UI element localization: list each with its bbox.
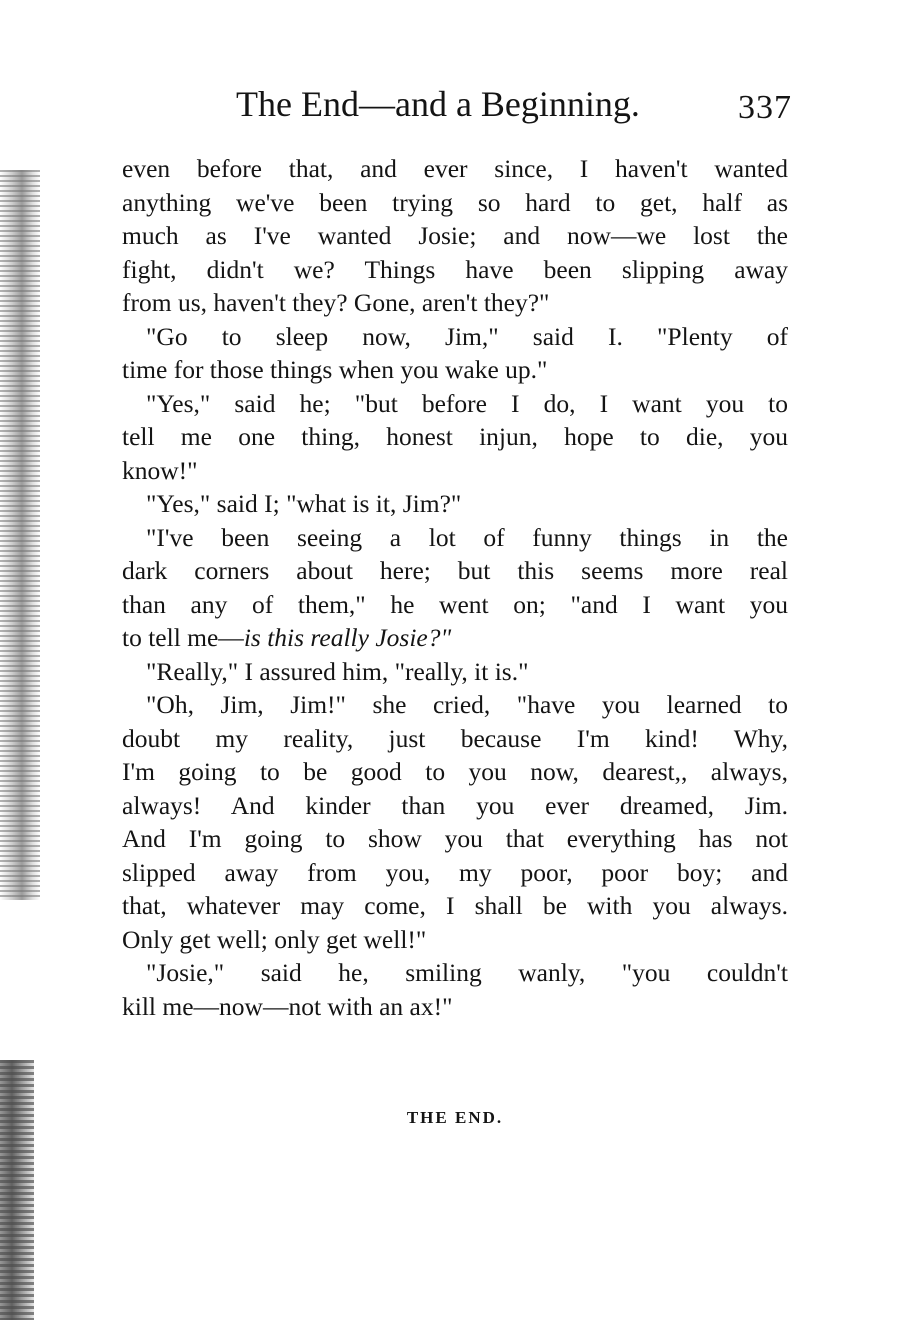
- text-line: always! And kinder than you ever dreamed, Jim.: [122, 790, 788, 820]
- text-line: that, whatever may come, I shall be with you always.: [122, 891, 788, 920]
- text-line: "Josie," said he, smiling wanly, "you couldn't: [146, 958, 788, 987]
- text-line: "Yes," said he; "but before I do, I want you to: [146, 388, 788, 418]
- text-line-start: to tell me—: [122, 623, 244, 652]
- running-title: The End—and a Beginning.: [236, 84, 640, 124]
- text-line: "Yes," said I; "what is it, Jim?": [146, 489, 462, 518]
- text-line: [122, 621, 788, 655]
- text-line: than any of them," he went on; "and I want you: [122, 589, 788, 619]
- text-line: slipped away from you, my poor, poor boy; and: [122, 857, 788, 887]
- text-line: anything we've been trying so hard to get, half as: [122, 187, 788, 217]
- text-line: even before that, and ever since, I haven't wanted: [122, 154, 788, 183]
- text-line: time for those things when you wake up.": [122, 355, 548, 384]
- text-line: know!": [122, 455, 198, 485]
- text-line: dark corners about here; but this seems more real: [122, 556, 788, 585]
- text-line: kill me—now—not with an ax!": [122, 991, 453, 1021]
- text-line: I'm going to be good to you now, dearest,, always,: [122, 757, 788, 786]
- text-line: "I've been seeing a lot of funny things in the: [146, 522, 788, 552]
- text-line: tell me one thing, honest injun, hope to die, you: [122, 422, 788, 451]
- page-number: 337: [738, 89, 792, 126]
- text-line: doubt my reality, just because I'm kind! Why,: [122, 723, 788, 753]
- text-line: "Oh, Jim, Jim!" she cried, "have you learned to: [146, 690, 788, 719]
- text-line: "Go to sleep now, Jim," said I. "Plenty of: [146, 321, 788, 351]
- text-line: Only get well; only get well!": [122, 924, 427, 954]
- text-line: "Really," I assured him, "really, it is.": [146, 656, 529, 686]
- the-end-mark: THE END.: [406, 1108, 504, 1127]
- binding-gutter-lower: [0, 1060, 34, 1320]
- text-line: fight, didn't we? Things have been slipping away: [122, 254, 788, 284]
- text-line: And I'm going to show you that everything has not: [122, 824, 788, 853]
- text-line: from us, haven't they? Gone, aren't they?": [122, 288, 550, 317]
- text-line: much as I've wanted Josie; and now—we lost the: [122, 221, 788, 250]
- binding-gutter-upper: [0, 170, 40, 900]
- body-text: [122, 152, 788, 1023]
- italic-question: is this really Josie?": [243, 623, 452, 652]
- running-header: [236, 82, 792, 130]
